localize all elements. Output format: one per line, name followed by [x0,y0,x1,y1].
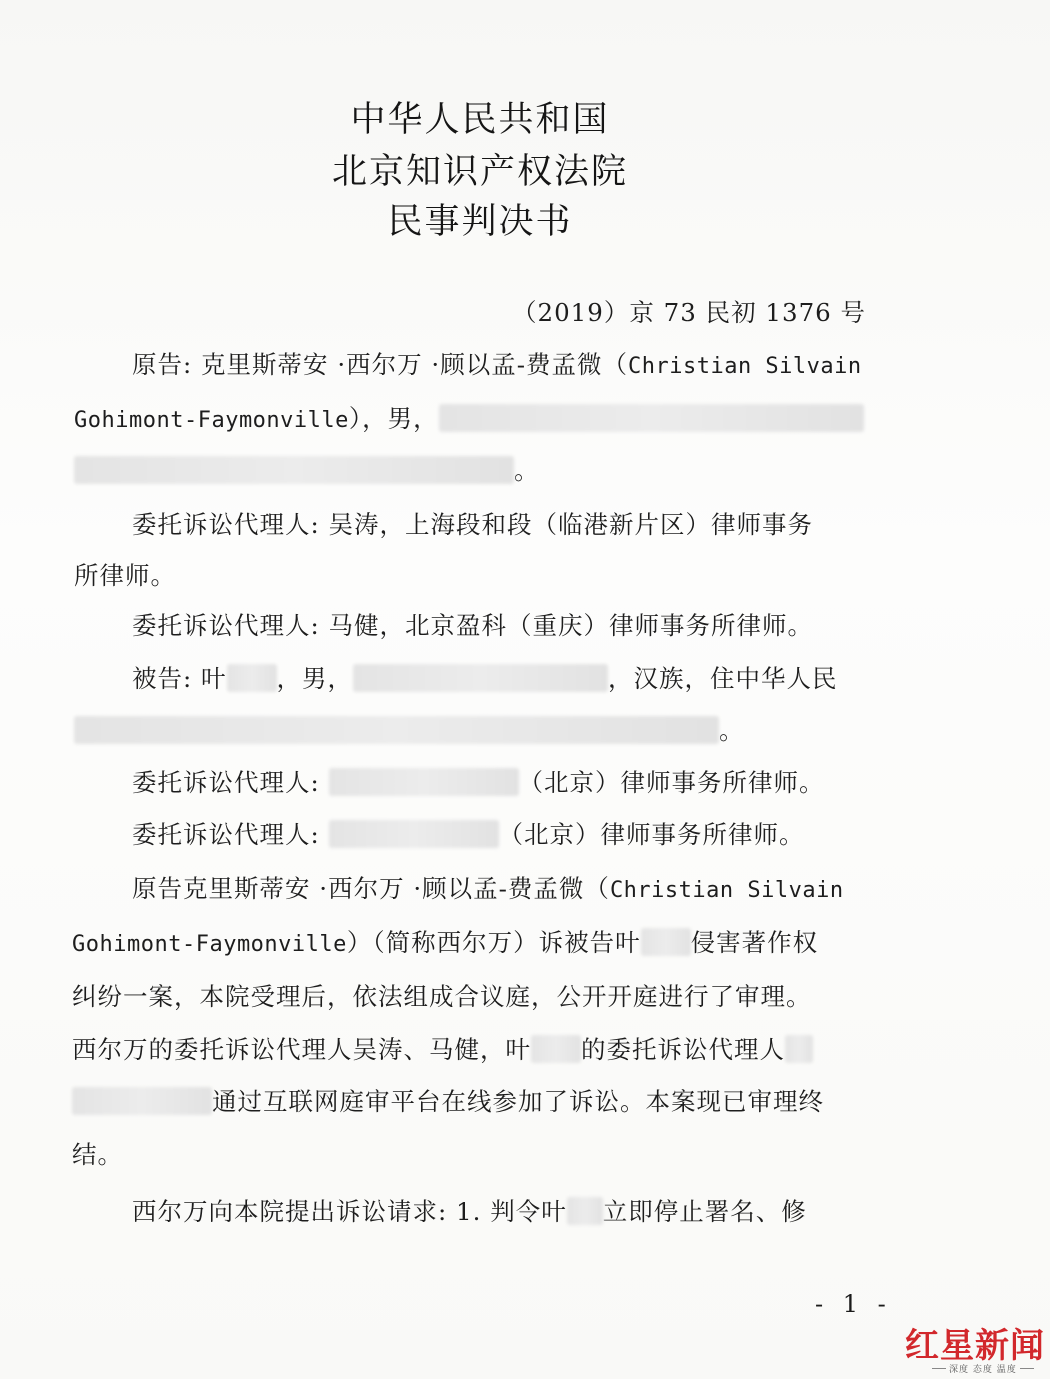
agent-3-label: 委托诉讼代理人: [132,768,329,797]
plaintiff-line-end: 。 [514,456,540,485]
agent-4-line [132,816,805,851]
agent-4-firm: （北京）律师事务所律师。 [498,820,805,849]
case-number: （2019）京 73 民初 1376 号 [512,298,867,327]
defendant-gender: ，男， [276,664,354,693]
agent-3-line [132,764,825,799]
body-1-line-6: 结。 [72,1140,123,1169]
body-1-text: ）（简称西尔万）诉被告叶 [346,928,641,957]
body-1-line-4 [72,1031,813,1066]
redaction-block [74,456,514,484]
document-type-title: 民事判决书 [387,202,573,242]
plaintiff-name-en: Christian Silvain [627,354,862,379]
redaction-block [531,1035,581,1063]
body-1-text: 侵害著作权 [690,928,819,957]
body-2-line-1 [132,1193,807,1228]
redaction-block [329,820,499,848]
agent-4-label: 委托诉讼代理人: [132,820,329,849]
agent-2-line: 委托诉讼代理人: 马健，北京盈科（重庆）律师事务所律师。 [132,611,814,640]
redaction-block [567,1197,603,1225]
redaction-block [439,404,864,432]
plaintiff-gender: ），男， [348,404,439,433]
defendant-label: 被告: 叶 [132,664,227,693]
body-1-name-en-cont: Gohimont-Faymonville [72,932,347,957]
body-2-text: 立即停止署名、修 [602,1197,807,1226]
agent-1-line-1: 委托诉讼代理人: 吴涛，上海段和段（临港新片区）律师事务 [132,510,814,539]
defendant-line-end: 。 [719,716,745,745]
plaintiff-name-en-cont: Gohimont-Faymonville [74,408,349,433]
red-star-news-logo [905,1318,1045,1374]
redaction-block [72,1087,212,1115]
body-1-line-2 [72,924,818,959]
redaction-block [74,716,719,744]
agent-1-line-2: 所律师。 [74,561,176,590]
defendant-line-1 [132,660,838,695]
redaction-block [641,928,691,956]
body-1-name-en: Christian Silvain [609,878,844,903]
logo-brand-text: 红星新闻 [905,1326,1045,1366]
body-1-text: 通过互联网庭审平台在线参加了诉讼。本案现已审理终 [212,1087,824,1116]
body-1-line-5 [72,1083,824,1118]
redaction-block [227,664,277,692]
agent-3-firm: （北京）律师事务所律师。 [518,768,825,797]
redaction-block [353,664,608,692]
logo-tagline: 深度 态度 温度 [929,1362,1037,1375]
plaintiff-line-3 [74,452,540,487]
defendant-ethnicity: ，汉族，住中华人民 [608,664,838,693]
body-1-text: 原告克里斯蒂安 ·西尔万 ·顾以孟-费孟微（ [132,874,610,903]
redaction-block [785,1035,813,1063]
body-1-line-3: 纠纷一案，本院受理后，依法组成合议庭，公开开庭进行了审理。 [72,982,812,1011]
body-1-line-1 [132,870,844,905]
redaction-block [329,768,519,796]
court-country-title: 中华人民共和国 [350,100,610,140]
defendant-line-2 [74,712,745,747]
body-1-text: 的委托诉讼代理人 [581,1035,785,1064]
logo-wordmark [905,1318,1045,1367]
plaintiff-name-cn: 原告: 克里斯蒂安 ·西尔万 ·顾以孟-费孟微（ [132,350,628,379]
plaintiff-line-2 [74,400,864,435]
plaintiff-line-1 [132,346,862,381]
body-2-text: 西尔万向本院提出诉讼请求: 1. 判令叶 [132,1197,567,1226]
body-1-text: 西尔万的委托诉讼代理人吴涛、马健，叶 [72,1035,531,1064]
court-name-title: 北京知识产权法院 [331,152,628,192]
page-number: - 1 - [815,1290,892,1318]
